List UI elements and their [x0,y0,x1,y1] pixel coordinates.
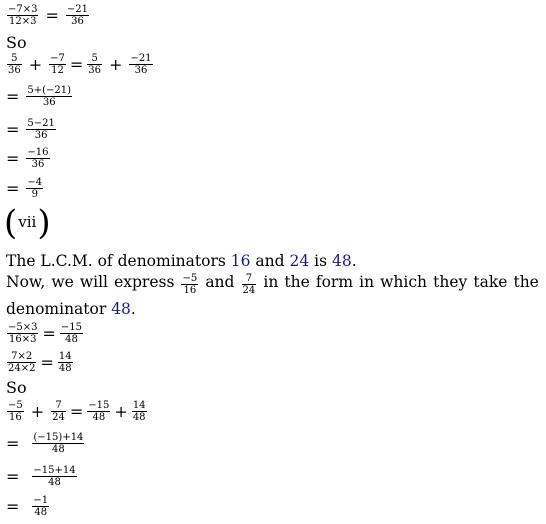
express-sentence: Now, we will express $\frac{-5}{16}$ and $\frac{7}{24}$ in the form in which they take the [6,273,539,296]
vi-step-4 [6,177,44,200]
fraction: $\frac{-1}{48}$ [33,495,49,518]
fraction: $\frac{-5\times 3}{16\times 3}$ [8,322,38,345]
equals-sign: = [45,6,59,25]
fraction: $\frac{(-15)+14}{48}$ [33,432,84,455]
fraction: $\frac{-7\times 3}{12\times 3}$ [8,4,38,27]
fraction: $\frac{-5}{16}$ [8,400,23,423]
equals-sign: = [6,120,20,139]
fraction: $\frac{-15}{48}$ [60,322,82,345]
vii-step-2 [6,465,78,488]
vii-conversion-2 [6,351,74,374]
vii-conversion-1 [6,322,84,345]
equals-sign: = [42,324,56,343]
equals-sign: = [6,149,20,168]
fraction: $\frac{-5}{16}$ [182,273,198,296]
vi-conversion-line [6,4,90,27]
so-label: So [6,378,27,397]
part-vii-heading: ( vii ) [4,203,51,243]
vi-step-2 [6,118,57,141]
fraction: $\frac{14}{48}$ [132,400,146,423]
equals-sign: = [6,87,20,106]
plus-sign: + [109,55,123,74]
equals-sign: = [6,179,20,198]
equals-sign: = [69,402,84,421]
fraction: $\frac{-15}{48}$ [88,400,110,423]
equals-sign: = [6,497,20,516]
plus-sign: + [30,402,45,421]
fraction: $\frac{7}{24}$ [242,273,256,296]
part-label: vii [18,213,37,231]
equals-sign: = [40,353,54,372]
vii-step-1 [6,432,85,455]
vi-step-3 [6,147,51,170]
fraction: $\frac{-16}{36}$ [27,147,49,170]
plus-sign: + [114,402,128,421]
vii-sum-line [6,400,148,423]
fraction: $\frac{-4}{9}$ [27,177,43,200]
fraction: $\frac{5}{36}$ [88,53,102,76]
vi-step-1 [6,85,73,108]
fraction: $\frac{-15+14}{48}$ [33,465,76,488]
plus-sign: + [28,55,43,74]
vi-sum-line [6,53,154,76]
denominator-line: denominator 48. [6,300,136,318]
so-label: So [6,33,27,52]
fraction: $\frac{-21}{36}$ [130,53,152,76]
vii-step-3 [6,495,50,518]
fraction: $\frac{7\times 2}{24\times 2}$ [8,351,36,374]
fraction: $\frac{-21}{36}$ [66,4,88,27]
fraction: $\frac{14}{48}$ [58,351,72,374]
fraction: $\frac{7}{24}$ [52,400,65,423]
equals-sign: = [6,434,20,453]
fraction: $\frac{-7}{12}$ [50,53,65,76]
fraction: $\frac{5-21}{36}$ [27,118,55,141]
fraction: $\frac{5+(-21)}{36}$ [27,85,72,108]
equals-sign: = [6,467,20,486]
fraction: $\frac{5}{36}$ [8,53,21,76]
lcm-sentence: The L.C.M. of denominators 16 and 24 is 48. [6,252,357,270]
equals-sign: = [69,55,84,74]
